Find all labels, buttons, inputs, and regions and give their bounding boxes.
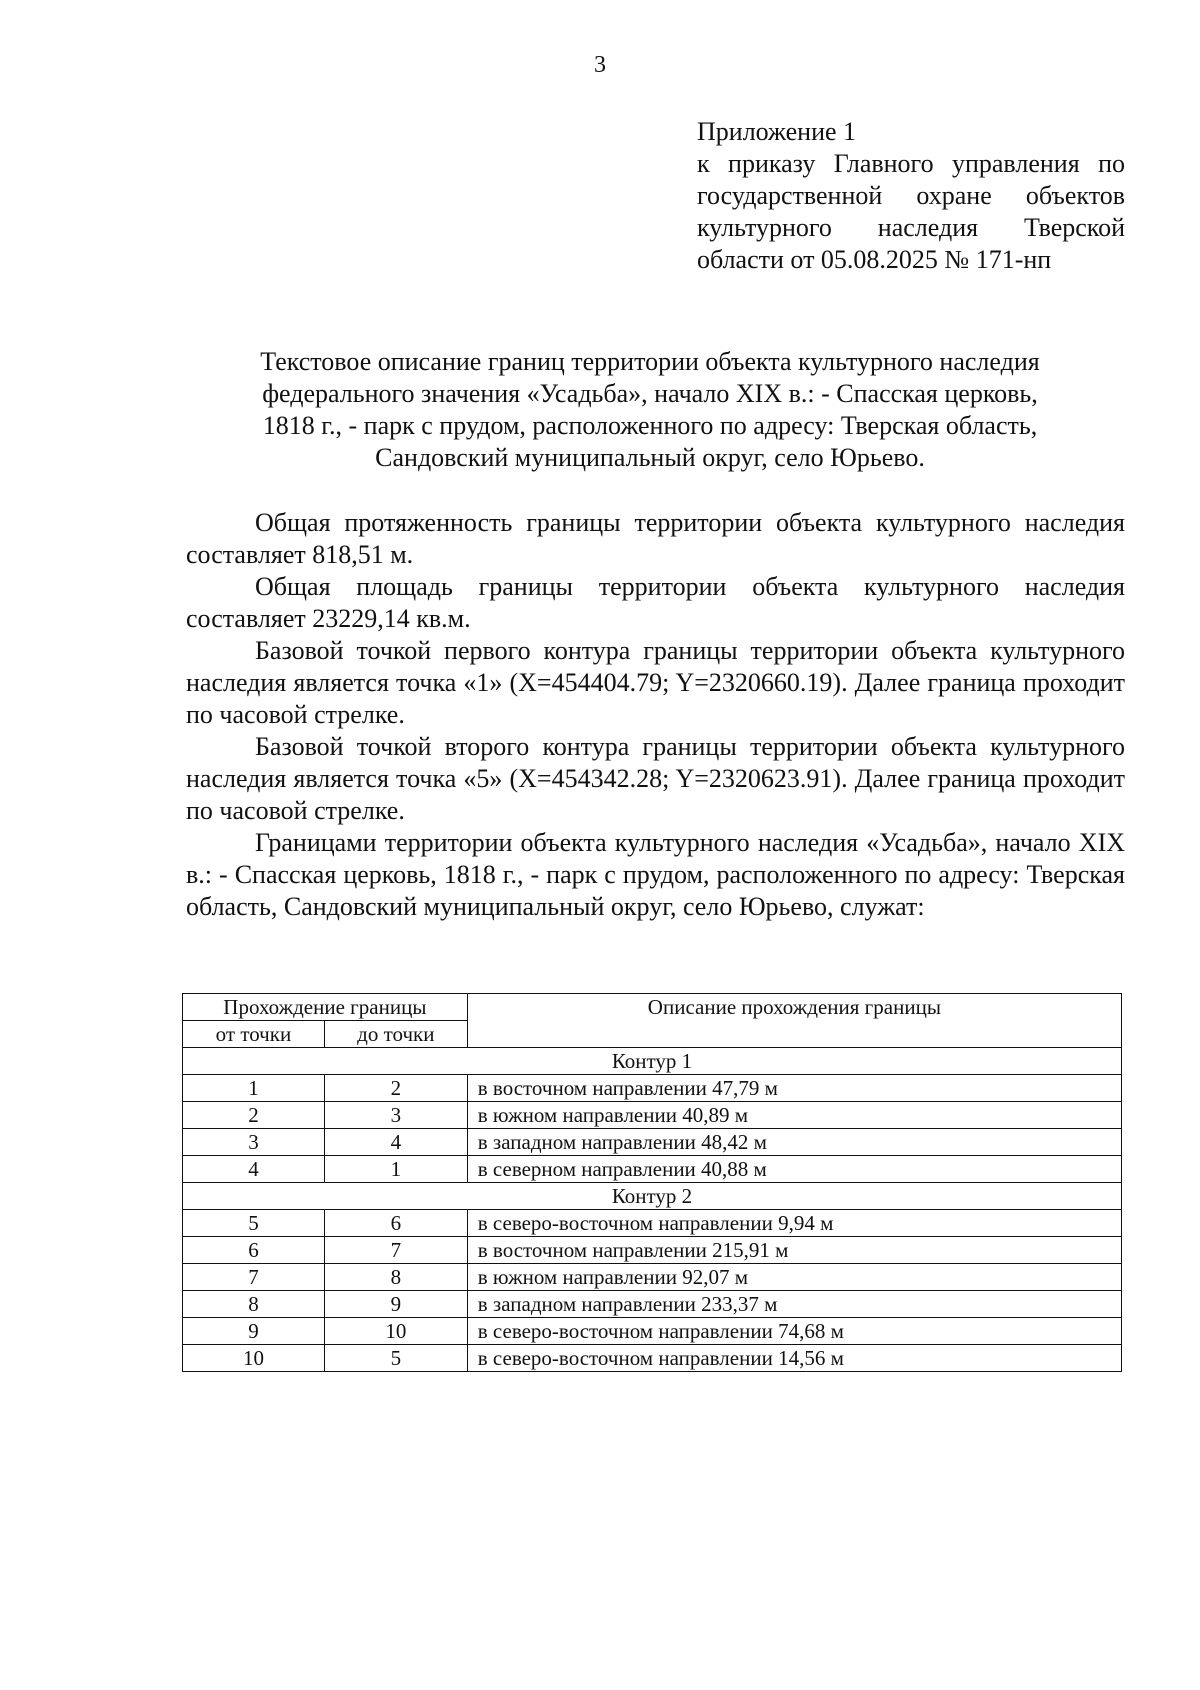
from-point-cell: 1 (183, 1075, 325, 1102)
document-title (190, 346, 1110, 474)
contour-label: Контур 2 (183, 1183, 1122, 1210)
description-cell: в северо-восточном направлении 74,68 м (467, 1318, 1121, 1345)
table-row (183, 1129, 1122, 1156)
header-to-point: до точки (324, 1021, 467, 1048)
appendix-line: Приложение 1 (697, 117, 857, 146)
paragraph-boundaries-intro: Границами территории объекта культурного наследия «Усадьба», начало XIX в.: - Спасская церковь, 1818 г., - парк с прудом, расположенного по адресу: Тверская область, Сандовский муниципальный округ, село Юрьево, служат: (186, 828, 1125, 921)
title-line: Текстовое описание границ территории объекта культурного наследия (260, 347, 1040, 376)
appendix-line: к приказу Главного управления по (697, 149, 1125, 178)
to-point-cell: 8 (324, 1264, 467, 1291)
from-point-cell: 4 (183, 1156, 325, 1183)
from-point-cell: 6 (183, 1237, 325, 1264)
to-point-cell: 10 (324, 1318, 467, 1345)
page-number: 3 (594, 52, 606, 78)
table-row (183, 1102, 1122, 1129)
contour-row (183, 1048, 1122, 1075)
description-cell: в восточном направлении 215,91 м (467, 1237, 1121, 1264)
paragraph-total-area: Общая площадь границы территории объекта культурного наследия составляет 23229,14 кв.м. (186, 572, 1125, 633)
appendix-block (697, 116, 1125, 276)
contour-label: Контур 1 (183, 1048, 1122, 1075)
table-row (183, 1237, 1122, 1264)
to-point-cell: 5 (324, 1345, 467, 1372)
table-row (183, 1264, 1122, 1291)
from-point-cell: 7 (183, 1264, 325, 1291)
table-row (183, 1318, 1122, 1345)
to-point-cell: 9 (324, 1291, 467, 1318)
to-point-cell: 6 (324, 1210, 467, 1237)
from-point-cell: 3 (183, 1129, 325, 1156)
description-cell: в западном направлении 48,42 м (467, 1129, 1121, 1156)
table-row (183, 1291, 1122, 1318)
header-boundary-passage: Прохождение границы (183, 994, 468, 1021)
boundary-table (182, 993, 1122, 1372)
from-point-cell: 9 (183, 1318, 325, 1345)
header-description: Описание прохождения границы (467, 994, 1121, 1048)
title-line: Сандовский муниципальный округ, село Юрьево. (375, 443, 925, 472)
paragraph-total-length: Общая протяженность границы территории объекта культурного наследия составляет 818,51 м. (186, 508, 1125, 569)
title-line: 1818 г., - парк с прудом, расположенного по адресу: Тверская область, (262, 411, 1038, 440)
appendix-line: области от 05.08.2025 № 171-нп (697, 245, 1052, 274)
paragraph-first-contour-base: Базовой точкой первого контура границы территории объекта культурного наследия является точка «1» (X=454404.79; Y=2320660.19). Далее граница проходит по часовой стрелке. (186, 636, 1125, 729)
to-point-cell: 3 (324, 1102, 467, 1129)
appendix-line: государственной охране объектов (697, 181, 1125, 210)
contour-row (183, 1183, 1122, 1210)
table-row (183, 1210, 1122, 1237)
paragraph-second-contour-base: Базовой точкой второго контура границы территории объекта культурного наследия является точка «5» (X=454342.28; Y=2320623.91). Далее граница проходит по часовой стрелке. (186, 732, 1125, 825)
to-point-cell: 1 (324, 1156, 467, 1183)
table-row (183, 1075, 1122, 1102)
to-point-cell: 4 (324, 1129, 467, 1156)
header-from-point: от точки (183, 1021, 325, 1048)
from-point-cell: 2 (183, 1102, 325, 1129)
from-point-cell: 10 (183, 1345, 325, 1372)
description-cell: в восточном направлении 47,79 м (467, 1075, 1121, 1102)
title-line: федерального значения «Усадьба», начало XIX в.: - Спасская церковь, (262, 379, 1038, 408)
from-point-cell: 8 (183, 1291, 325, 1318)
description-cell: в южном направлении 92,07 м (467, 1264, 1121, 1291)
to-point-cell: 2 (324, 1075, 467, 1102)
table-row (183, 1156, 1122, 1183)
description-cell: в северо-восточном направлении 14,56 м (467, 1345, 1121, 1372)
description-cell: в северном направлении 40,88 м (467, 1156, 1121, 1183)
description-cell: в западном направлении 233,37 м (467, 1291, 1121, 1318)
description-cell: в северо-восточном направлении 9,94 м (467, 1210, 1121, 1237)
description-cell: в южном направлении 40,89 м (467, 1102, 1121, 1129)
from-point-cell: 5 (183, 1210, 325, 1237)
body-text (186, 507, 1125, 923)
appendix-line: культурного наследия Тверской (697, 213, 1125, 242)
table-row (183, 1345, 1122, 1372)
to-point-cell: 7 (324, 1237, 467, 1264)
